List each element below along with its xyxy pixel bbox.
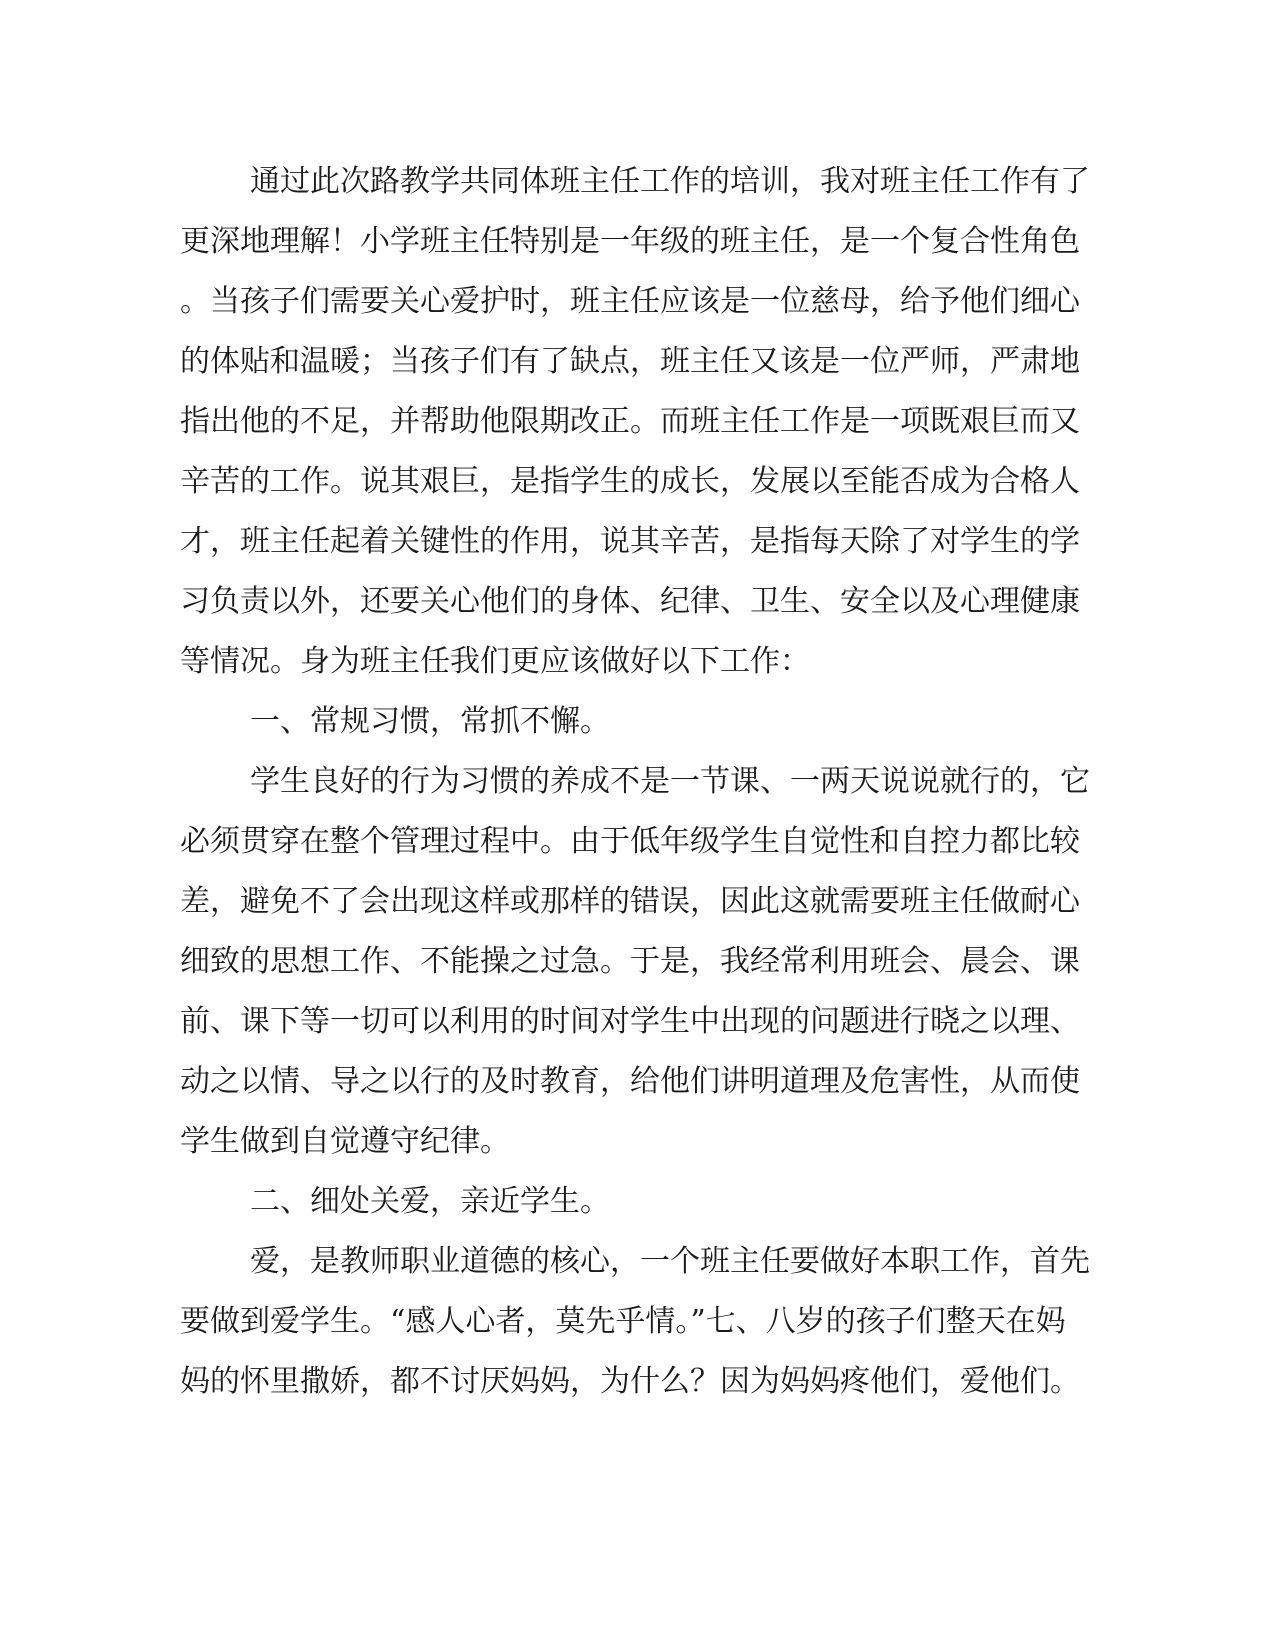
text-line: 要做到爱学生。“感人心者，莫先乎情。”七、八岁的孩子们整天在妈 bbox=[180, 1304, 1066, 1339]
text-line: 通过此次路教学共同体班主任工作的培训，我对班主任工作有了 bbox=[250, 164, 1090, 199]
text-line: 等情况。身为班主任我们更应该做好以下工作： bbox=[180, 644, 810, 679]
text-line: 才，班主任起着关键性的作用，说其辛苦，是指每天除了对学生的学 bbox=[180, 524, 1080, 559]
text-line: 学生良好的行为习惯的养成不是一节课、一两天说说就行的，它 bbox=[250, 764, 1090, 799]
text-line: 爱，是教师职业道德的核心，一个班主任要做好本职工作，首先 bbox=[250, 1244, 1090, 1279]
text-line: 更深地理解！小学班主任特别是一年级的班主任，是一个复合性角色 bbox=[180, 224, 1080, 259]
text-line: 动之以情、导之以行的及时教育，给他们讲明道理及危害性，从而使 bbox=[180, 1064, 1080, 1099]
text-line: 。当孩子们需要关心爱护时，班主任应该是一位慈母，给予他们细心 bbox=[180, 284, 1080, 319]
text-line: 前、课下等一切可以利用的时间对学生中出现的问题进行晓之以理、 bbox=[180, 1004, 1080, 1039]
text-line: 的体贴和温暖；当孩子们有了缺点，班主任又该是一位严师，严肃地 bbox=[180, 344, 1080, 379]
section-heading: 二、细处关爱，亲近学生。 bbox=[250, 1184, 610, 1219]
text-line: 学生做到自觉遵守纪律。 bbox=[180, 1124, 510, 1159]
text-line: 必须贯穿在整个管理过程中。由于低年级学生自觉性和自控力都比较 bbox=[180, 824, 1080, 859]
text-line: 差，避免不了会出现这样或那样的错误，因此这就需要班主任做耐心 bbox=[180, 884, 1080, 919]
text-line: 习负责以外，还要关心他们的身体、纪律、卫生、安全以及心理健康 bbox=[180, 584, 1080, 619]
text-line: 指出他的不足，并帮助他限期改正。而班主任工作是一项既艰巨而又 bbox=[180, 404, 1080, 439]
section-heading: 一、常规习惯，常抓不懈。 bbox=[250, 704, 610, 739]
text-line: 辛苦的工作。说其艰巨，是指学生的成长，发展以至能否成为合格人 bbox=[180, 464, 1080, 499]
text-line: 妈的怀里撒娇，都不讨厌妈妈，为什么？因为妈妈疼他们，爱他们。 bbox=[180, 1364, 1080, 1399]
text-line: 细致的思想工作、不能操之过急。于是，我经常利用班会、晨会、课 bbox=[180, 944, 1080, 979]
